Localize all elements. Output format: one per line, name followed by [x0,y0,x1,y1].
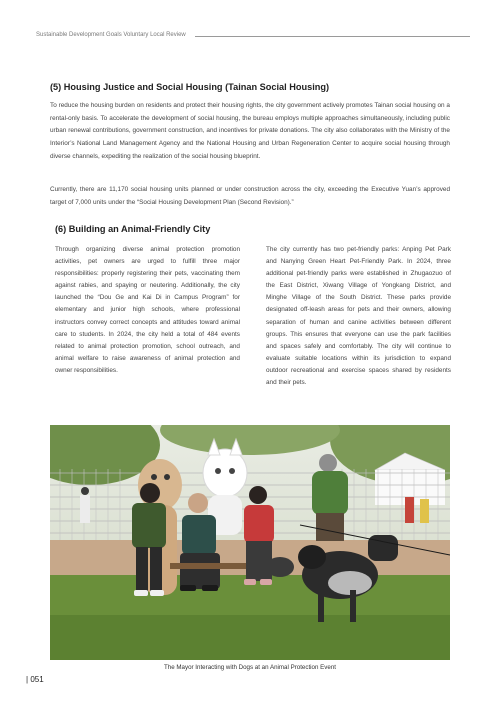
page-number-bar: | [26,675,31,684]
page-number-value: 051 [30,675,44,684]
event-photo-illustration [50,425,450,660]
section-5-paragraph-1: To reduce the housing burden on residents and protect their housing rights, the city government actively promotes Tainan social housing on a rental-only basis. To accelerate the development of social housing, the bureau employs multiple approaches simultaneously, including public urban renewal contributions, government construction, and incentives for private donations. The city also collaborates with the Ministry of the Interior’s National Land Management Agency and the National Housing and Urban Regeneration Center to acquire social housing through diverse channels, expediting the realization of the social housing blueprint. [50,102,450,160]
section-6-heading: (6) Building an Animal-Friendly City [55,224,211,234]
header-divider [195,36,470,37]
section-6-right-column: The city currently has two pet-friendly parks: Anping Pet Park and Nanying Green Heart Pet-Friendly Park. In 2024, three additional pet-friendly parks were established in Zhugaozuo of the East District, Xiwang Village of Yongkang District, and Minghe Village of the South District. These parks provide designated off-leash areas for pets and their owners, allowing separation of human and canine activities between different groups. This ensures that everyone can use the park facilities and spaces safely and comfortably. The city will continue to evaluate suitable locations within its jurisdiction to expand outdoor recreational and exercise spaces shared by residents and their pets. [266,246,451,387]
page-number [26,675,44,684]
photo-caption: The Mayor Interacting with Dogs at an Animal Protection Event [164,664,336,671]
section-5-paragraph-2: Currently, there are 11,170 social housing units planned or under construction across the city, exceeding the Executive Yuan’s approved target of 7,000 units under the “Social Housing Development Plan (Second Revision).” [50,186,450,206]
section-5-heading: (5) Housing Justice and Social Housing (Tainan Social Housing) [50,82,330,92]
running-header: Sustainable Development Goals Voluntary Local Review [36,32,186,38]
event-photo [50,425,450,660]
section-6-left-column: Through organizing diverse animal protection promotion activities, pet owners are urged to fulfill three major responsibilities: properly registering their pets, vaccinating them against rabies, and spaying or neutering. Additionally, the city launched the “Dou Ge and Kai Di in Campus Program” for elementary and junior high schools, where professional instructors convey correct concepts and attitudes toward animal care to students. In 2024, the city held a total of 484 events related to animal protection promotion, school outreach, and animal welfare to raise awareness of animal protection and owner responsibilities. [55,246,240,374]
